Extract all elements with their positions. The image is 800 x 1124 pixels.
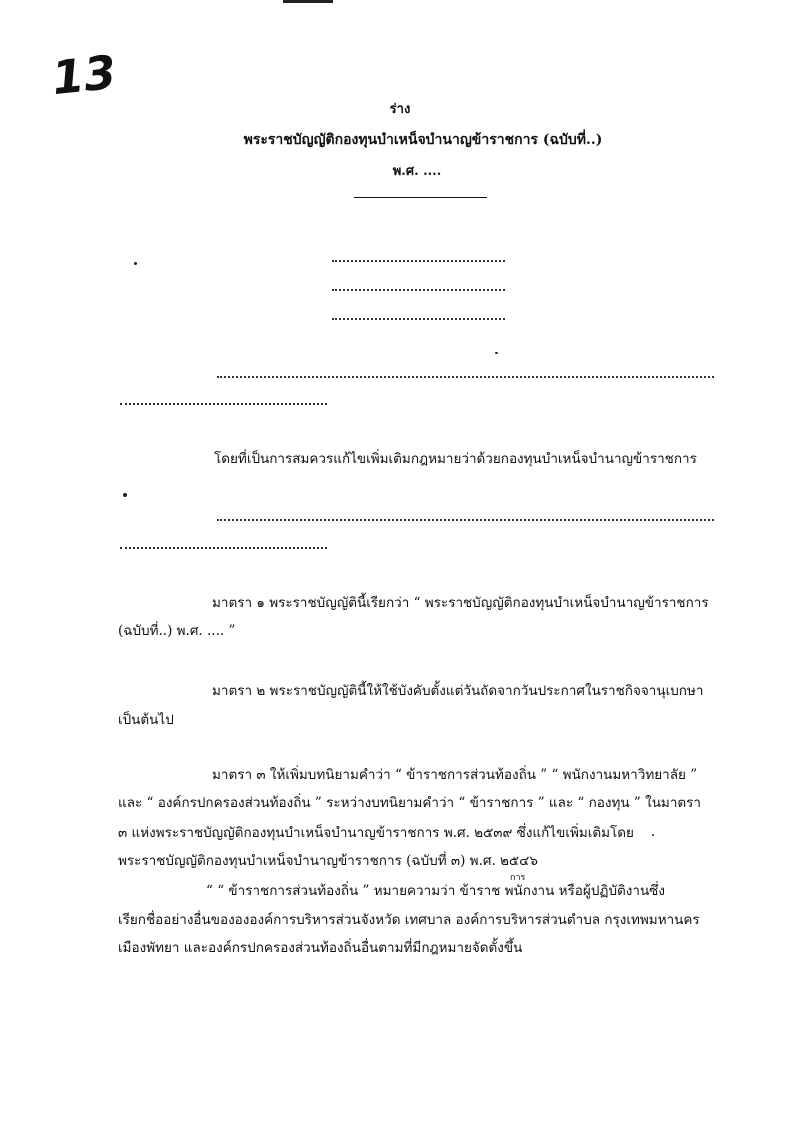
dotted-line-1 xyxy=(332,260,505,262)
dotted-line-6 xyxy=(217,519,714,521)
scan-speck xyxy=(495,352,498,354)
document-title: พระราชบัญญัติกองทุนบำเหน็จบำนาญข้าราชการ (ฉบับที่..) xyxy=(243,132,603,148)
document-year: พ.ศ. .... xyxy=(392,164,442,179)
section-2-line-1: มาตรา ๒ พระราชบัญญัตินี้ให้ใช้บังคับตั้งแต่วันถัดจากวันประกาศในราชกิจจานุเบกษา xyxy=(212,683,704,699)
scan-speck xyxy=(123,493,127,497)
draft-label: ร่าง xyxy=(389,102,411,117)
preamble-text: โดยที่เป็นการสมควรแก้ไขเพิ่มเติมกฎหมายว่าด้วยกองทุนบำเหน็จบำนาญข้าราชการ xyxy=(214,451,697,467)
section-3-line-2: และ “ องค์กรปกครองส่วนท้องถิ่น ” ระหว่างบทนิยามคำว่า “ ข้าราชการ ” และ “ กองทุน ” ในมาตรา xyxy=(118,795,702,811)
dotted-line-3 xyxy=(332,318,505,320)
section-2-line-2: เป็นต้นไป xyxy=(118,712,174,728)
section-3-line-1: มาตรา ๓ ให้เพิ่มบทนิยามคำว่า “ ข้าราชการส่วนท้องถิ่น ” “ พนักงานมหาวิทยาลัย ” xyxy=(212,767,698,783)
definition-line-3: เมืองพัทยา และองค์กรปกครองส่วนท้องถิ่นอื่นตามที่มีกฎหมายจัดตั้งขึ้น xyxy=(118,940,523,956)
title-underline xyxy=(354,197,487,198)
section-1-line-1: มาตรา ๑ พระราชบัญญัตินี้เรียกว่า “ พระราชบัญญัติกองทุนบำเหน็จบำนาญข้าราชการ xyxy=(212,595,709,611)
handwritten-insert: การ xyxy=(510,873,526,883)
definition-line-1: “ “ ข้าราชการส่วนท้องถิ่น ” หมายความว่า ข้าราช พนักงาน หรือผู้ปฏิบัติงานซึ่ง xyxy=(206,883,665,899)
dotted-line-5 xyxy=(120,403,327,405)
dotted-line-7 xyxy=(120,547,327,549)
scan-speck xyxy=(652,834,654,836)
section-3-line-4: พระราชบัญญัติกองทุนบำเหน็จบำนาญข้าราชการ (ฉบับที่ ๓) พ.ศ. ๒๕๔๖ xyxy=(118,853,538,869)
page-number: 13 xyxy=(49,44,119,106)
scan-edge-mark xyxy=(283,0,333,3)
section-1-line-2: (ฉบับที่..) พ.ศ. .... ” xyxy=(118,623,236,639)
dotted-line-2 xyxy=(332,289,505,291)
scan-speck xyxy=(134,262,137,265)
dotted-line-4 xyxy=(217,376,714,378)
section-3-line-3: ๓ แห่งพระราชบัญญัติกองทุนบำเหน็จบำนาญข้าราชการ พ.ศ. ๒๕๓๙ ซึ่งแก้ไขเพิ่มเติมโดย xyxy=(118,825,634,841)
definition-line-2: เรียกชื่ออย่างอื่นของององค์การบริหารส่วนจังหวัด เทศบาล องค์การบริหารส่วนตำบล กรุงเทพมหานคร xyxy=(118,912,700,928)
